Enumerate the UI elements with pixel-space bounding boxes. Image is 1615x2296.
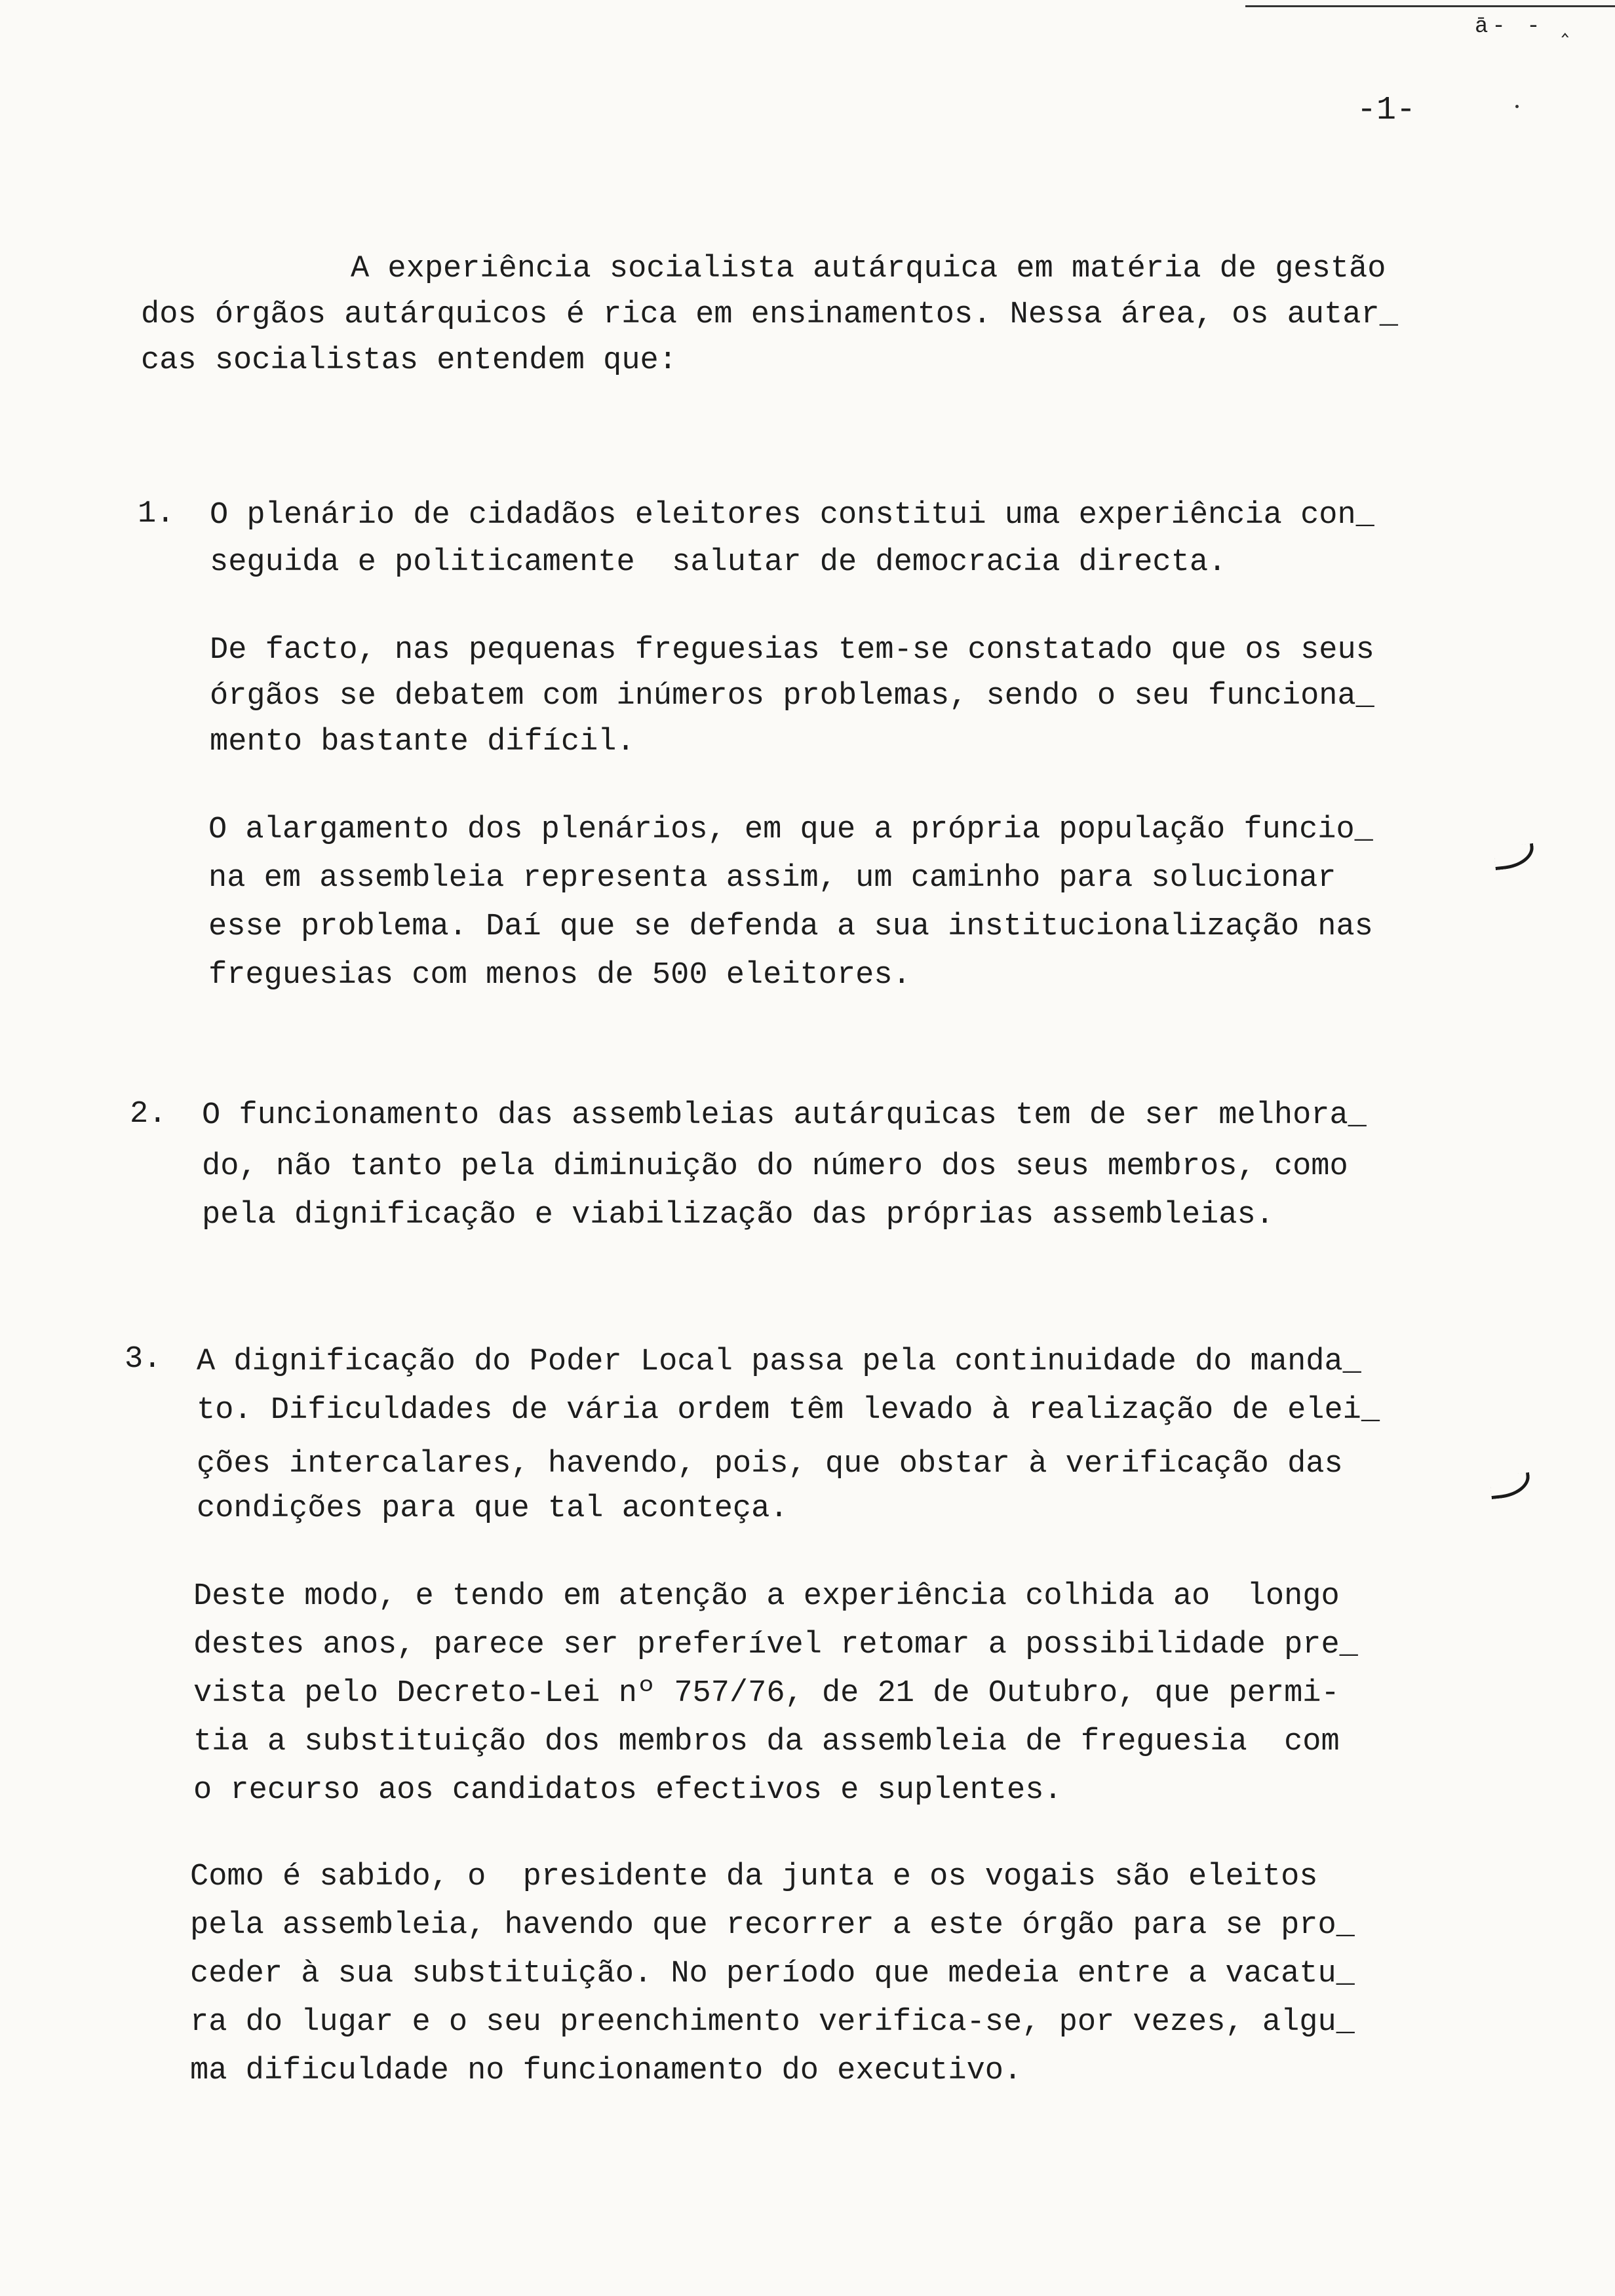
- intro-line-2: dos órgãos autárquicos é rica em ensinamentos. Nessa área, os autar_: [141, 297, 1398, 332]
- top-corner-rule: [1245, 5, 1615, 7]
- section-3-p2-line-2: destes anos, parece ser preferível retomar a possibilidade pre_: [193, 1628, 1358, 1662]
- section-3-p3-line-3: ceder à sua substituição. No período que medeia entre a vacatu_: [190, 1957, 1355, 1991]
- section-3-p2-line-5: o recurso aos candidatos efectivos e suplentes.: [193, 1773, 1062, 1808]
- section-3-number: 3.: [125, 1342, 162, 1377]
- section-1-p3-line-4: freguesias com menos de 500 eleitores.: [208, 958, 911, 993]
- section-3-p1-line-3: ções intercalares, havendo, pois, que obstar à verificação das: [197, 1447, 1343, 1482]
- section-2-number: 2.: [130, 1097, 167, 1132]
- section-2-p1-line-2: do, não tanto pela diminuição do número dos seus membros, como: [202, 1149, 1348, 1184]
- section-3-p3-line-4: ra do lugar e o seu preenchimento verifica-se, por vezes, algu_: [190, 2005, 1355, 2040]
- section-3-p3-line-2: pela assembleia, havendo que recorrer a este órgão para se pro_: [190, 1908, 1355, 1943]
- intro-line-1: A experiência socialista autárquica em matéria de gestão: [351, 252, 1386, 286]
- page-number: -1-: [1357, 92, 1416, 129]
- section-1-p1-line-2: seguida e politicamente salutar de democracia directa.: [210, 545, 1227, 580]
- corner-marks: ā- - ‸: [1475, 14, 1573, 39]
- section-1-number: 1.: [138, 497, 175, 531]
- section-3-p1-line-4: condições para que tal aconteça.: [197, 1491, 788, 1526]
- section-3-p1-line-2: to. Dificuldades de vária ordem têm levado à realização de elei_: [197, 1393, 1380, 1428]
- section-3-p1-line-1: A dignificação do Poder Local passa pela continuidade do manda_: [197, 1345, 1361, 1379]
- section-1-p3-line-2: na em assembleia representa assim, um caminho para solucionar: [208, 861, 1336, 896]
- section-1-p2-line-3: mento bastante difícil.: [210, 725, 635, 759]
- section-3-p2-line-1: Deste modo, e tendo em atenção a experiência colhida ao longo: [193, 1579, 1340, 1614]
- margin-check-mark: [1493, 843, 1535, 870]
- section-1-p2-line-1: De facto, nas pequenas freguesias tem-se constatado que os seus: [210, 633, 1374, 668]
- margin-check-mark: [1489, 1472, 1531, 1499]
- section-3-p2-line-3: vista pelo Decreto-Lei nº 757/76, de 21 de Outubro, que permi-: [193, 1676, 1340, 1711]
- section-1-p3-line-3: esse problema. Daí que se defenda a sua institucionalização nas: [208, 909, 1373, 944]
- section-2-p1-line-3: pela dignificação e viabilização das próprias assembleias.: [202, 1198, 1274, 1233]
- section-1-p2-line-2: órgãos se debatem com inúmeros problemas, sendo o seu funciona_: [210, 679, 1374, 714]
- stray-mark: [1515, 105, 1519, 108]
- section-1-p1-line-1: O plenário de cidadãos eleitores constitui uma experiência con_: [210, 498, 1374, 533]
- intro-line-3: cas socialistas entendem que:: [141, 343, 677, 378]
- section-2-p1-line-1: O funcionamento das assembleias autárquicas tem de ser melhora_: [202, 1098, 1367, 1133]
- section-3-p3-line-1: Como é sabido, o presidente da junta e os vogais são eleitos: [190, 1860, 1318, 1894]
- section-1-p3-line-1: O alargamento dos plenários, em que a própria população funcio_: [208, 813, 1373, 847]
- section-3-p3-line-5: ma dificuldade no funcionamento do executivo.: [190, 2054, 1022, 2088]
- section-3-p2-line-4: tia a substituição dos membros da assembleia de freguesia com: [193, 1725, 1340, 1759]
